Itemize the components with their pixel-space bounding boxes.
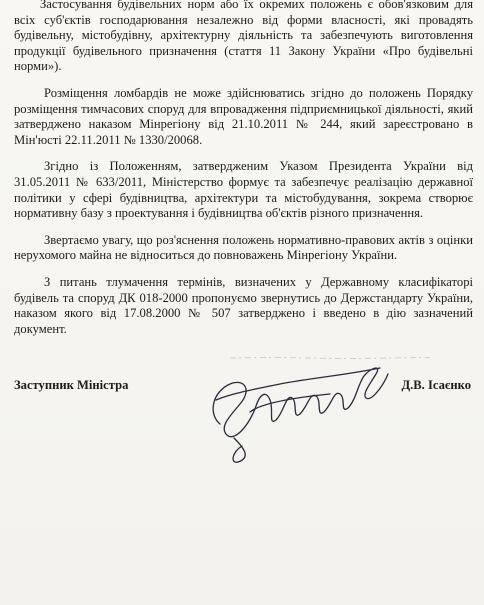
paragraph-pawnshops: Розміщення ломбардів не може здійснюватись згідно до положень Порядку розміщення тимчасових споруд для впровадження підприємницької діяльності, який затверджено наказом Мінрегіону від 21.10.2011 № 244, який зареєстровано в Мін'юсті 22.11.2011 № 1330/20068.	[14, 85, 473, 147]
signatory-position: Заступник Міністра	[14, 378, 129, 392]
signatory-name: Д.В. Ісаєнко	[401, 378, 471, 392]
paragraph-classifier: З питань тлумачення термінів, визначених у Державному класифікаторі будівель та споруд ДК 018-2000 пропонуємо звернутись до Держстандарту України, наказом якого від 17.08.2000 № 507 затверджено і введено в дію зазначений документ.	[14, 274, 473, 336]
letter-body	[14, 0, 473, 337]
signature-block	[14, 378, 473, 498]
paragraph-building-norms: Застосування будівельних норм або їх окремих положень є обов'язковим для всіх суб'єктів господарювання незалежно від форми власності, які провадять будівельну, містобудівну, архітектурну діяльність та забезпечують виготовлення продукції будівельного призначення (стаття 11 Закону України «Про будівельні норми»).	[14, 0, 473, 74]
handwritten-signature	[190, 354, 400, 464]
paragraph-ministry-regulation: Згідно із Положенням, затвердженим Указом Президента України від 31.05.2011 № 633/2011, Міністерство формує та забезпечує реалізацію державної політики у сфері будівництва, архітектури та містобудування, зокрема створює нормативну базу з проектування і будівництва об'єктів різного призначення.	[14, 159, 473, 221]
paragraph-attention: Звертаємо увагу, що роз'яснення положень нормативно-правових актів з оцінки нерухомого майна не відноситься до повноважень Мінрегіону України.	[14, 232, 473, 263]
